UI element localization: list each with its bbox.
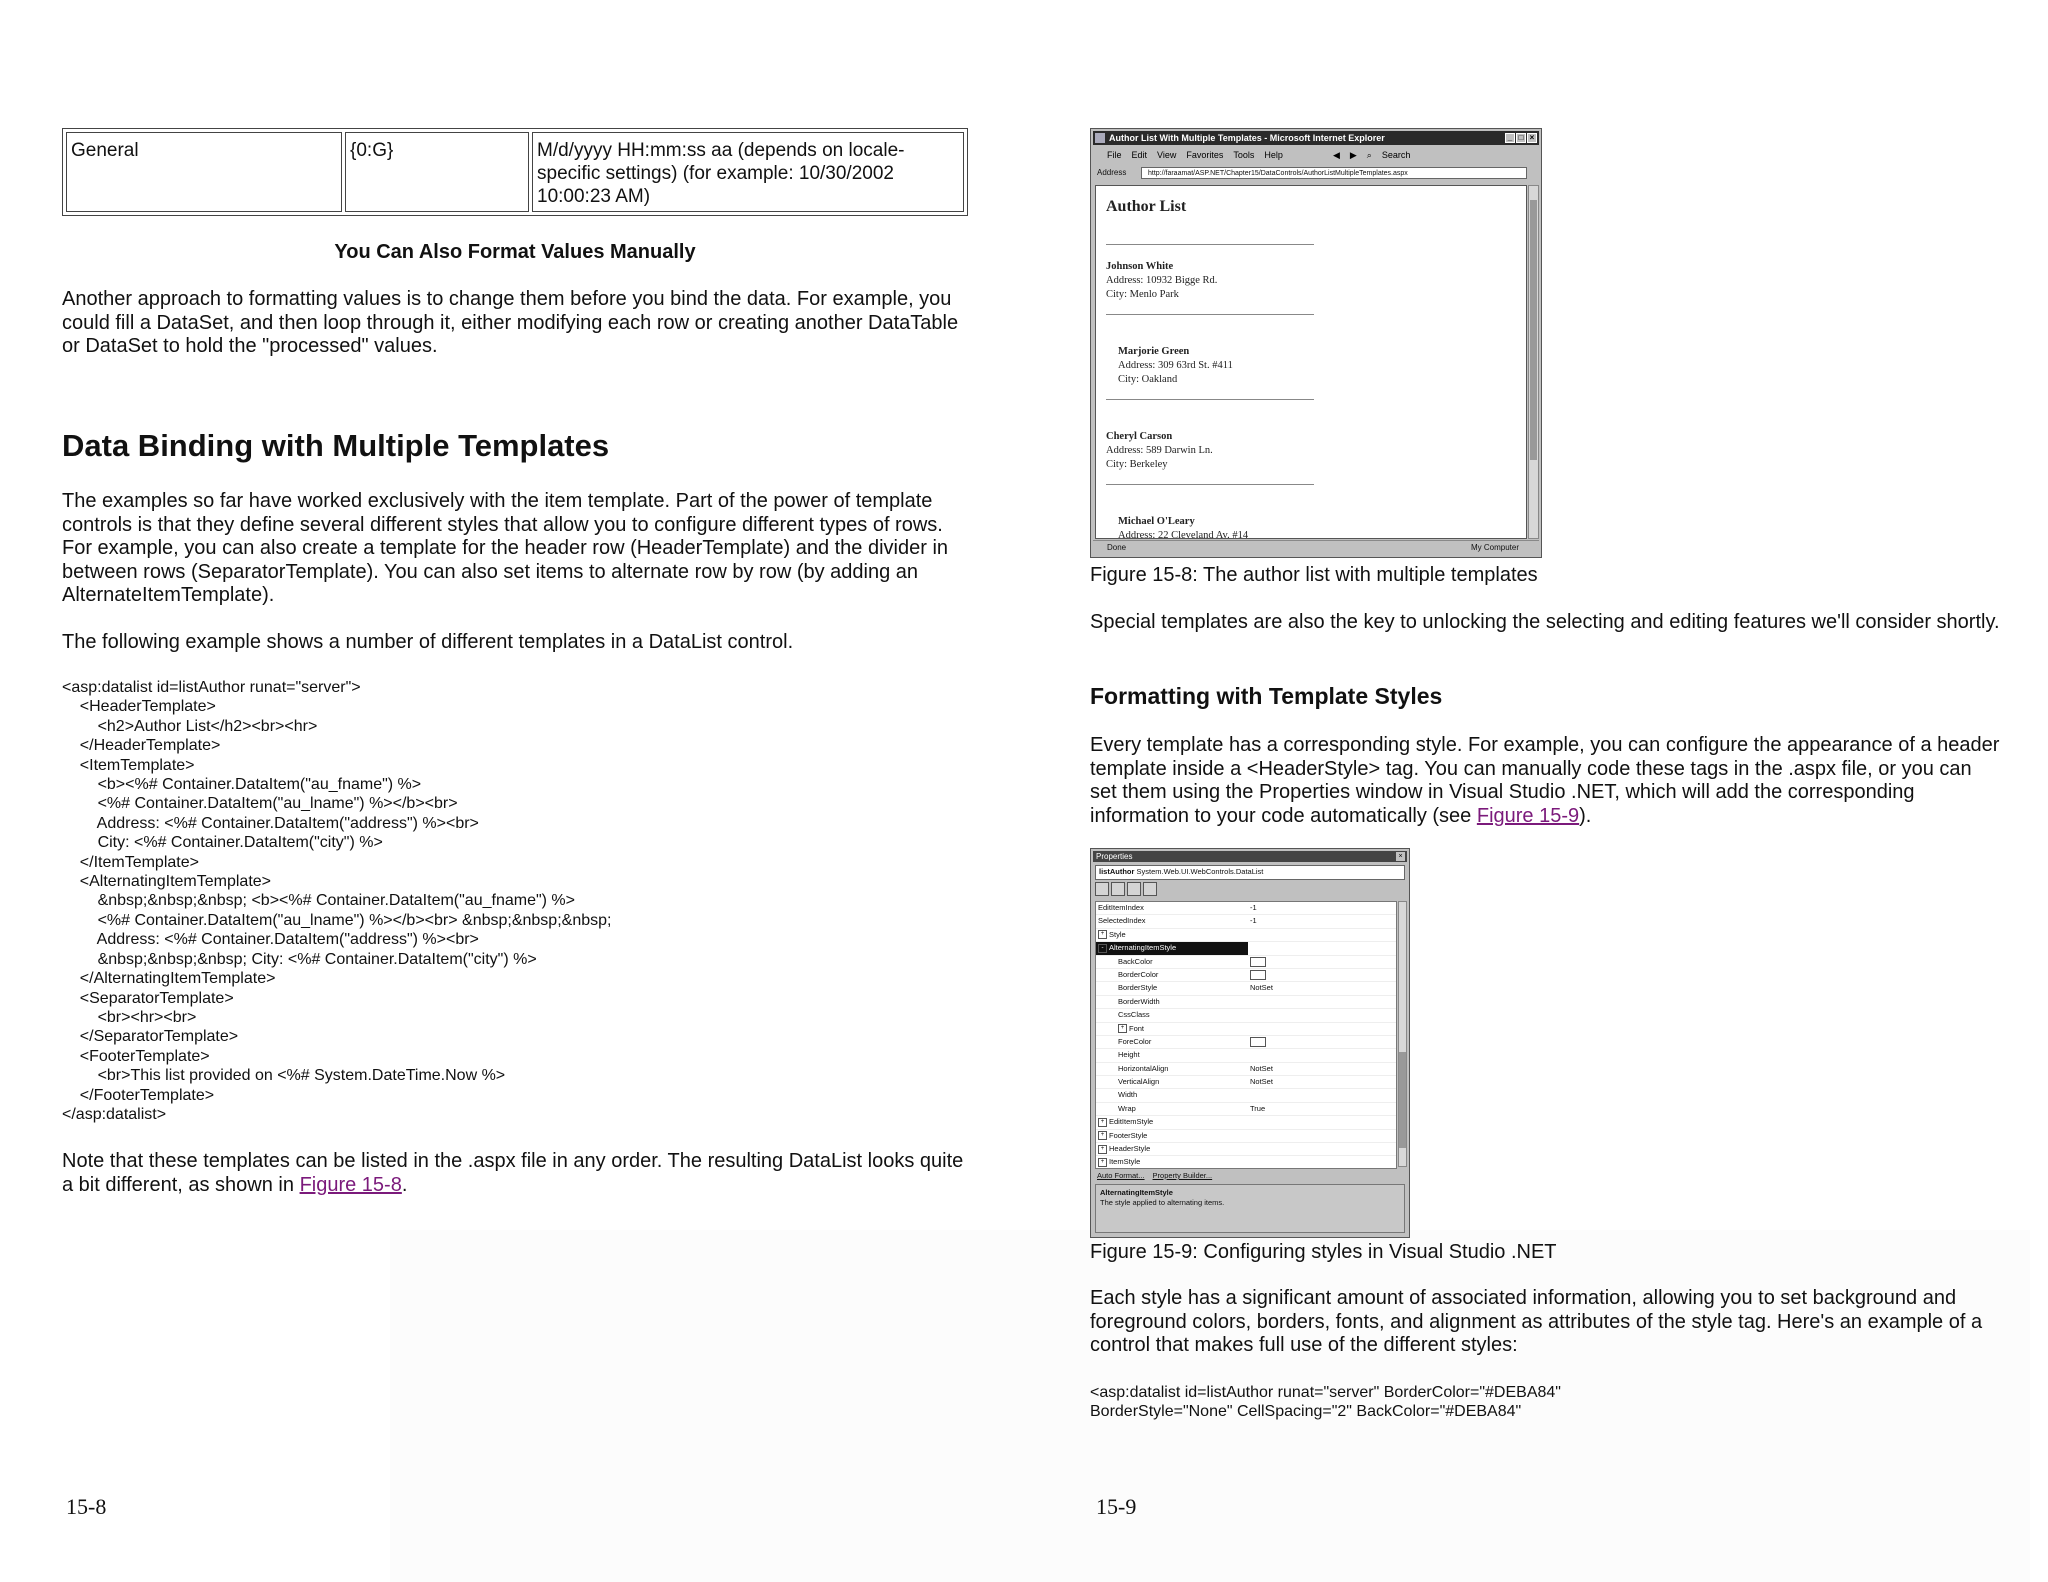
description-title: AlternatingItemStyle [1100, 1188, 1173, 1197]
table-cell: General [66, 132, 342, 212]
property-name [1096, 1130, 1248, 1142]
window-controls [1505, 133, 1537, 143]
figure-link[interactable]: Figure 15-9 [1476, 804, 1580, 827]
author-name: Marjorie Green [1118, 346, 1190, 357]
property-name-text: EditItemStyle [1109, 1117, 1154, 1127]
scrollbar-thumb[interactable] [1399, 1052, 1406, 1148]
property-name-text: Font [1129, 1023, 1145, 1033]
menu-help[interactable]: Help [1264, 150, 1283, 160]
expand-icon[interactable]: + [1118, 1024, 1127, 1033]
property-row[interactable] [1096, 1156, 1396, 1169]
author-address: Address: 309 63rd St. #411 [1118, 360, 1233, 371]
paragraph-text: ). [1579, 804, 1592, 827]
property-value-text: NotSet [1250, 983, 1273, 993]
author-name: Michael O'Leary [1118, 516, 1195, 527]
description-pane [1095, 1184, 1405, 1233]
author-city: City: Oakland [1118, 374, 1178, 385]
property-name [1096, 1143, 1248, 1155]
property-row[interactable] [1096, 942, 1396, 955]
address-label: Address [1097, 168, 1127, 177]
property-value[interactable] [1250, 1063, 1273, 1075]
browser-viewport [1095, 185, 1527, 539]
maximize-icon[interactable]: □ [1516, 133, 1526, 143]
property-name-text: SelectedIndex [1098, 916, 1146, 926]
property-value[interactable] [1250, 1036, 1266, 1048]
format-table [62, 128, 968, 216]
property-name [1096, 1009, 1268, 1021]
search-icon[interactable]: ⌕ [1366, 150, 1372, 160]
property-value[interactable] [1250, 915, 1257, 927]
table-cell: {0:G} [345, 132, 529, 212]
menu-tools[interactable]: Tools [1233, 150, 1255, 160]
separator-rule [1106, 399, 1314, 400]
color-swatch-icon [1250, 1037, 1266, 1047]
menu-view[interactable]: View [1157, 150, 1177, 160]
property-value-text: NotSet [1250, 1077, 1273, 1087]
address-input[interactable]: http://faraamat/ASP.NET/Chapter15/DataControls/AuthorListMultipleTemplates.aspx [1141, 167, 1527, 179]
paragraph: The examples so far have worked exclusively with the item template. Part of the power of template controls is that they define several different styles that allow you to configure different types of rows. For example, you can also create a template for the header row (HeaderTemplate) and the divider in between rows (SeparatorTemplate). You can also set items to alternate row by row (by adding an AlternateItemTemplate). [62, 490, 949, 606]
property-row[interactable] [1096, 996, 1396, 1009]
property-value[interactable] [1250, 902, 1257, 914]
events-icon[interactable] [1143, 882, 1157, 896]
separator-rule [1106, 244, 1314, 245]
table-cell: M/d/yyyy HH:mm:ss aa (depends on locale-specific settings) (for example: 10/30/2002 10:00:23 AM) [532, 132, 964, 212]
menu-file[interactable]: File [1107, 150, 1122, 160]
property-value-text: NotSet [1250, 1063, 1273, 1073]
properties-title-bar [1093, 851, 1407, 862]
properties-toolbar [1095, 882, 1157, 898]
table-row [66, 132, 964, 212]
alphabetical-icon[interactable] [1111, 882, 1125, 896]
page-number: 15-9 [1096, 1494, 1137, 1519]
section-heading: Data Binding with Multiple Templates [62, 428, 610, 463]
property-grid-scrollbar[interactable] [1398, 901, 1407, 1167]
menu-bar [1093, 147, 1539, 163]
page-number: 15-8 [66, 1494, 107, 1519]
property-row[interactable] [1096, 969, 1396, 982]
paragraph: Each style has a significant amount of associated information, allowing you to set background and foreground colors, borders, fonts, and alignment as attributes of the style tag. Here's an example of a control that makes full use of the different styles: [1090, 1287, 1983, 1356]
menu-favorites[interactable]: Favorites [1186, 150, 1224, 160]
paragraph [1090, 734, 2000, 828]
paragraph: Another approach to formatting values is to change them before you bind the data. For example, you could fill a DataSet, and then loop through it, either modifying each row or creating another DataTable or DataSet to hold the "processed" values. [62, 288, 959, 357]
property-value[interactable] [1250, 969, 1266, 981]
collapse-icon[interactable]: - [1098, 944, 1107, 953]
property-row[interactable] [1096, 1116, 1396, 1129]
menu-edit[interactable]: Edit [1131, 150, 1148, 160]
author-address: Address: 22 Cleveland Av. #14 [1118, 530, 1249, 539]
property-name [1096, 1036, 1268, 1048]
browser-screenshot [1090, 128, 1542, 558]
author-name: Cheryl Carson [1106, 431, 1173, 442]
property-row[interactable] [1096, 902, 1396, 915]
properties-title: Properties [1096, 852, 1133, 861]
property-name-text: ItemStyle [1109, 1157, 1141, 1167]
property-name-text: FooterStyle [1109, 1130, 1148, 1140]
property-name-text: Style [1109, 929, 1126, 939]
property-row[interactable] [1096, 1103, 1396, 1116]
property-name-text: CssClass [1118, 1010, 1150, 1020]
property-name [1096, 929, 1248, 941]
property-row[interactable] [1096, 1009, 1396, 1022]
author-record [1106, 260, 1217, 302]
property-value[interactable] [1250, 1103, 1265, 1115]
property-name [1096, 942, 1248, 954]
code-block: <asp:datalist id=listAuthor runat="server"> <HeaderTemplate> <h2>Author List</h2><br><hr> </HeaderTemplate> <ItemTemplate> <b><%# Container.DataItem("au_fname") %> <%# Container.DataItem("au_lname") %></b><br> Address: <%# Container.DataItem("address") %><br> City: <%# Container.DataItem("city") %> </ItemTemplate> <AlternatingItemTemplate> &nbsp;&nbsp;&nbsp; <b><%# Container.DataItem("au_fname") %> <%# Container.DataItem("au_lname") %></b><br> &nbsp;&nbsp;&nbsp; Address: <%# Container.DataItem("address") %><br> &nbsp;&nbsp;&nbsp; City: <%# Container.DataItem("city") %> </AlternatingItemTemplate> <SeparatorTemplate> <br><hr><br> </SeparatorTemplate> <FooterTemplate> <br>This list provided on <%# System.DateTime.Now %> </FooterTemplate> </asp:datalist> [62, 679, 612, 1123]
property-name [1096, 1076, 1268, 1088]
close-icon[interactable]: × [1527, 133, 1537, 143]
auto-format-link[interactable]: Auto Format... [1097, 1171, 1145, 1180]
property-name-text: HorizontalAlign [1118, 1063, 1169, 1073]
property-row[interactable] [1096, 1130, 1396, 1143]
property-name [1096, 1049, 1268, 1061]
paragraph [62, 1150, 977, 1197]
back-icon[interactable]: ◀ [1332, 150, 1340, 160]
property-value[interactable] [1250, 956, 1266, 968]
description-text: The style applied to alternating items. [1100, 1198, 1225, 1207]
property-name [1096, 996, 1268, 1008]
property-name-text: EditItemIndex [1098, 903, 1144, 912]
code-block: <asp:datalist id=listAuthor runat="server" BorderColor="#DEBA84" BorderStyle="None" CellSpacing="2" BackColor="#DEBA84" [1090, 1384, 1561, 1421]
property-builder-link[interactable]: Property Builder... [1152, 1171, 1213, 1180]
figure-link[interactable]: Figure 15-8 [299, 1173, 402, 1196]
property-name [1096, 1089, 1268, 1101]
property-name [1096, 1116, 1248, 1128]
author-record [1106, 430, 1213, 472]
expand-icon[interactable]: + [1098, 1158, 1107, 1167]
author-address: Address: 589 Darwin Ln. [1106, 445, 1213, 456]
author-city: City: Berkeley [1106, 459, 1168, 470]
property-name [1096, 1103, 1268, 1115]
property-name-text: AlternatingItemStyle [1109, 943, 1177, 953]
property-name [1096, 969, 1268, 981]
address-bar [1093, 165, 1539, 181]
property-name-text: Height [1118, 1050, 1140, 1060]
scrollbar-thumb[interactable] [1530, 200, 1537, 460]
close-icon[interactable]: × [1396, 852, 1405, 861]
expand-icon[interactable]: + [1098, 930, 1107, 939]
categorized-icon[interactable] [1095, 882, 1109, 896]
page-heading: Author List [1106, 198, 1187, 215]
property-name-text: BorderStyle [1118, 983, 1158, 993]
property-grid [1095, 901, 1397, 1169]
status-done: Done [1107, 543, 1127, 552]
author-address: Address: 10932 Bigge Rd. [1106, 275, 1218, 286]
property-value-text: True [1250, 1103, 1266, 1113]
paragraph-text: . [401, 1173, 408, 1196]
color-swatch-icon [1250, 957, 1266, 967]
property-value-text: -1 [1250, 916, 1257, 926]
properties-links [1097, 1171, 1212, 1180]
separator-rule [1106, 314, 1314, 315]
author-record [1118, 345, 1233, 387]
properties-icon[interactable] [1127, 882, 1141, 896]
paragraph-text: Every template has a corresponding style. For example, you can configure the appearance of a header template inside a <HeaderStyle> tag. You can manually code these tags in the .aspx file, or you can set them using the Properties window in Visual Studio .NET, which will add the corresponding information to your code automatically (see [1090, 734, 2000, 827]
status-zone: My Computer [1470, 543, 1519, 552]
author-name: Johnson White [1106, 261, 1174, 272]
property-row[interactable] [1096, 915, 1396, 928]
paragraph: The following example shows a number of different templates in a DataList control. [62, 631, 794, 653]
property-row[interactable] [1096, 1036, 1396, 1049]
property-name [1096, 915, 1248, 927]
window-title-bar [1093, 131, 1539, 145]
object-name: listAuthor [1099, 867, 1135, 876]
property-name-text: ForeColor [1118, 1036, 1152, 1046]
property-name [1096, 982, 1268, 994]
paragraph: Special templates are also the key to unlocking the selecting and editing features we'll consider shortly. [1090, 611, 2000, 633]
property-row[interactable] [1096, 982, 1396, 995]
object-selector[interactable] [1095, 865, 1405, 880]
property-name-text: BorderWidth [1118, 996, 1160, 1006]
property-value[interactable] [1250, 1076, 1273, 1088]
object-type: System.Web.UI.WebControls.DataList [1136, 867, 1264, 876]
property-row[interactable] [1096, 1063, 1396, 1076]
property-row[interactable] [1096, 1143, 1396, 1156]
property-name-text: BackColor [1118, 956, 1153, 966]
property-row[interactable] [1096, 956, 1396, 969]
color-swatch-icon [1250, 970, 1266, 980]
figure-caption: Figure 15-8: The author list with multiple templates [1090, 564, 1538, 586]
property-name-text: BorderColor [1118, 969, 1159, 979]
property-name [1096, 902, 1248, 914]
subheading: You Can Also Format Values Manually [334, 241, 696, 263]
ie-icon [1095, 133, 1105, 143]
separator-rule [1106, 484, 1314, 485]
figure-caption: Figure 15-9: Configuring styles in Visual Studio .NET [1090, 1241, 1557, 1263]
property-value[interactable] [1250, 982, 1273, 994]
property-value-text: -1 [1250, 903, 1257, 912]
property-row[interactable] [1096, 1049, 1396, 1062]
vertical-scrollbar[interactable] [1528, 185, 1539, 539]
status-bar [1093, 540, 1539, 555]
property-row[interactable] [1096, 1089, 1396, 1102]
expand-icon[interactable]: + [1098, 1131, 1107, 1140]
search-button[interactable]: Search [1381, 150, 1411, 160]
property-row[interactable] [1096, 929, 1396, 942]
minimize-icon[interactable]: _ [1505, 133, 1515, 143]
property-row[interactable] [1096, 1076, 1396, 1089]
properties-window-screenshot [1090, 848, 1410, 1238]
property-name-text: Width [1118, 1090, 1138, 1100]
property-name [1096, 1023, 1268, 1035]
property-name [1096, 1063, 1268, 1075]
property-row[interactable] [1096, 1023, 1396, 1036]
property-name [1096, 956, 1268, 968]
section-heading: Formatting with Template Styles [1090, 683, 1443, 709]
paragraph-text: Note that these templates can be listed in the .aspx file in any order. The resulting DataList looks quite a bit different, as shown in [62, 1150, 964, 1196]
author-city: City: Menlo Park [1106, 289, 1179, 300]
property-name-text: VerticalAlign [1118, 1077, 1160, 1087]
expand-icon[interactable]: + [1098, 1145, 1107, 1154]
window-title: Author List With Multiple Templates - Microsoft Internet Explorer [1109, 133, 1385, 143]
property-name-text: Wrap [1118, 1103, 1136, 1113]
property-name [1096, 1156, 1248, 1168]
expand-icon[interactable]: + [1098, 1118, 1107, 1127]
property-name-text: HeaderStyle [1109, 1144, 1151, 1154]
author-record [1118, 515, 1248, 539]
forward-icon[interactable]: ▶ [1349, 150, 1357, 160]
